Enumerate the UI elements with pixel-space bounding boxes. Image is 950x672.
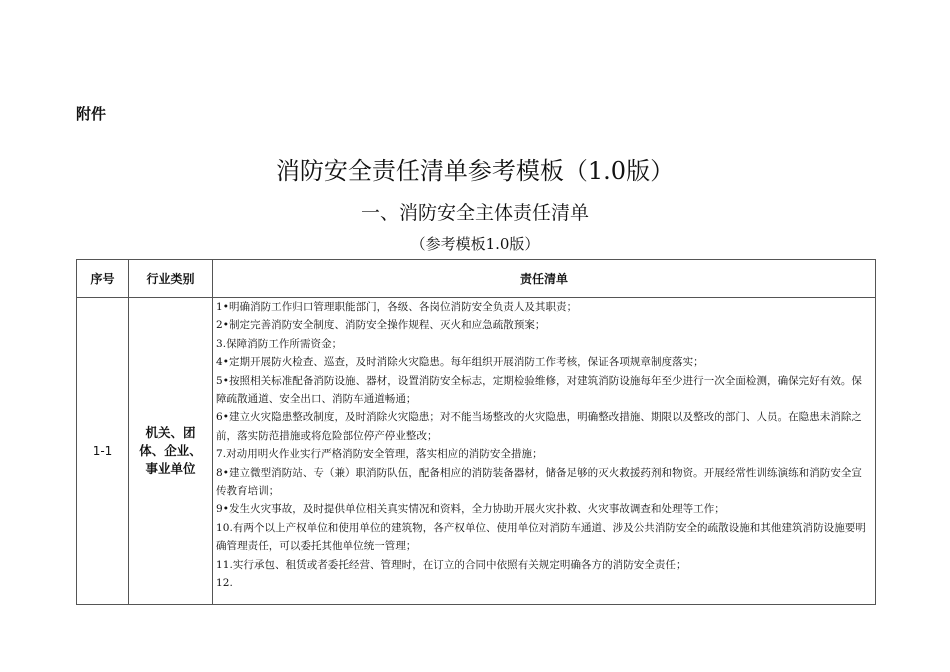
row-responsibilities bbox=[213, 298, 876, 605]
responsibility-item: 11.实行承包、租赁或者委托经营、管理时，在订立的合同中依照有关规定明确各方的消防安全责任； bbox=[216, 558, 687, 571]
responsibility-item: 6•建立火灾隐患整改制度，及时消除火灾隐患；对不能当场整改的火灾隐患，明确整改措施、期限以及整改的部门、人员。在隐患未消除之前，落实防范措施或将危险部位停产停业整改； bbox=[216, 411, 862, 442]
section-title: 一、消防安全主体责任清单 bbox=[360, 202, 589, 224]
row-seq: 1-1 bbox=[77, 298, 129, 605]
row-industry-label: 机关、团体、企业、事业单位 bbox=[139, 425, 202, 476]
version-note: （参考模板1.0版） bbox=[410, 235, 540, 253]
responsibility-item: 7.对动用明火作业实行严格消防安全管理，落实相应的消防安全措施； bbox=[216, 448, 543, 461]
row-industry bbox=[129, 298, 213, 605]
responsibility-item: 10.有两个以上产权单位和使用单位的建筑物，各产权单位、使用单位对消防车通道、涉及公共消防安全的疏散设施和其他建筑消防设施要明确管理责任，可以委托其他单位统一管理； bbox=[216, 521, 866, 553]
table-row bbox=[77, 298, 876, 605]
responsibility-item: 1•明确消防工作归口管理职能部门，各级、各岗位消防安全负责人及其职责； bbox=[216, 301, 578, 313]
document-title: 消防安全责任清单参考模板（1.0版） bbox=[275, 157, 675, 185]
column-header-seq: 序号 bbox=[77, 260, 129, 298]
responsibility-item: 9•发生火灾事故，及时提供单位相关真实情况和资料，全力协助开展火灾扑救、火灾事故调查和处理等工作； bbox=[216, 503, 725, 516]
responsibility-item: 3.保障消防工作所需资金； bbox=[216, 337, 343, 350]
responsibility-item: 5•按照相关标准配备消防设施、器材，设置消防安全标志，定期检验维修，对建筑消防设施每年至少进行一次全面检测，确保完好有效。保障疏散通道、安全出口、消防车通道畅通； bbox=[216, 374, 862, 406]
column-header-responsibilities: 责任清单 bbox=[213, 260, 876, 298]
responsibility-list bbox=[213, 298, 875, 604]
attachment-label: 附件 bbox=[76, 105, 107, 123]
responsibility-item: 2•制定完善消防安全制度、消防安全操作规程、灭火和应急疏散预案； bbox=[216, 319, 546, 332]
column-header-industry: 行业类别 bbox=[129, 260, 213, 298]
table-header-row bbox=[77, 260, 876, 298]
responsibility-item: 4•定期开展防火检查、巡查，及时消除火灾隐患。每年组织开展消防工作考核，保证各项规章制度落实； bbox=[216, 356, 704, 369]
responsibility-item: 8•建立微型消防站、专（兼）职消防队伍，配备相应的消防装备器材，储备足够的灭火救援药剂和物资。开展经常性训练演练和消防安全宣传教育培训； bbox=[216, 466, 862, 498]
responsibility-item: 12. bbox=[216, 577, 233, 590]
responsibility-table bbox=[76, 259, 876, 605]
